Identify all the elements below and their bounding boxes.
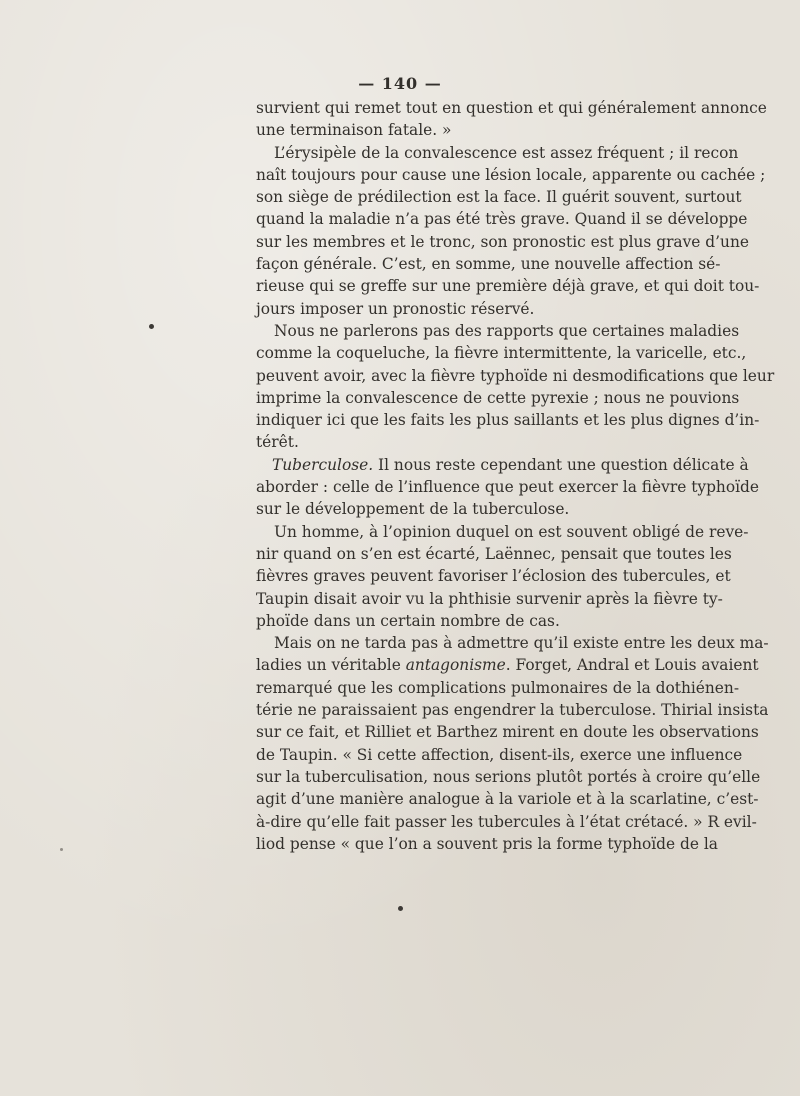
text-line: L’érysipèle de la convalescence est assez fréquent ; il recon <box>274 143 739 162</box>
text-line: indiquer ici que les faits les plus saillants et les plus dignes d’in- <box>256 411 760 430</box>
text-line <box>256 654 759 676</box>
text-line: peuvent avoir, avec la fièvre typhoïde ni desmodifications que leur <box>256 366 775 385</box>
italic-term: antagonisme <box>405 656 506 675</box>
text-line: liod pense « que l’on a souvent pris la forme typhoïde de la <box>256 834 718 853</box>
text-line: Taupin disait avoir vu la phthisie survenir après la fièvre ty- <box>256 589 723 608</box>
text-line: une terminaison fatale. » <box>256 121 452 140</box>
text-line: son siège de prédilection est la face. Il guérit souvent, surtout <box>256 188 742 207</box>
text-span: ladies un véritable <box>256 656 406 675</box>
text-line: survient qui remet tout en question et qui généralement annonce <box>256 99 767 117</box>
text-line: térêt. <box>256 433 299 452</box>
text-line: quand la maladie n’a pas été très grave. Quand il se développe <box>256 210 748 229</box>
text-line: naît toujours pour cause une lésion locale, apparente ou cachée ; <box>256 165 766 184</box>
text-line: térie ne paraissaient pas engendrer la tuberculose. Thirial insista <box>256 701 769 720</box>
text-line: à-dire qu’elle fait passer les tubercules à l’état crétacé. » R evil- <box>256 812 757 831</box>
text-line: nir quand on s’en est écarté, Laënnec, pensait que toutes les <box>256 544 732 563</box>
text-line: jours imposer un pronostic réservé. <box>256 299 535 318</box>
text-line: sur le développement de la tuberculose. <box>256 500 570 519</box>
text-line: sur la tuberculisation, nous serions plutôt portés à croire qu’elle <box>256 767 761 786</box>
section-heading: Tuberculose. <box>272 455 374 474</box>
text-line: fièvres graves peuvent favoriser l’éclosion des tubercules, et <box>256 567 731 586</box>
body-text <box>256 97 775 855</box>
text-span: Il nous reste cependant une question délicate à <box>373 455 749 474</box>
text-line: aborder : celle de l’influence que peut exercer la fièvre typhoïde <box>256 478 759 497</box>
text-line: imprime la convalescence de cette pyrexie ; nous ne pouvions <box>256 388 740 407</box>
ink-speck <box>398 906 403 911</box>
text-line: de Taupin. « Si cette affection, disent-ils, exerce une influence <box>256 745 743 764</box>
text-line: sur ce fait, et Rilliet et Barthez mirent en doute les observations <box>256 723 759 742</box>
ink-speck <box>60 848 63 851</box>
text-line: façon générale. C’est, en somme, une nouvelle affection sé- <box>256 255 721 274</box>
text-span: . Forget, Andral et Louis avaient <box>505 656 759 675</box>
text-line: Un homme, à l’opinion duquel on est souvent obligé de reve- <box>274 522 749 541</box>
text-line: rieuse qui se greffe sur une première déjà grave, et qui doit tou- <box>256 277 760 296</box>
page-number: — 140 — <box>358 74 442 93</box>
ink-speck <box>149 324 154 329</box>
text-line: Mais on ne tarda pas à admettre qu’il existe entre les deux ma- <box>274 634 769 653</box>
text-line: agit d’une manière analogue à la variole et à la scarlatine, c’est- <box>256 790 759 809</box>
text-line <box>256 454 749 476</box>
text-line: sur les membres et le tronc, son pronostic est plus grave d’une <box>256 232 749 251</box>
text-line: comme la coqueluche, la fièvre intermittente, la varicelle, etc., <box>256 344 747 363</box>
text-line: Nous ne parlerons pas des rapports que certaines maladies <box>274 321 740 340</box>
text-line: phoïde dans un certain nombre de cas. <box>256 611 560 630</box>
text-line: remarqué que les complications pulmonaires de la dothiénen- <box>256 678 740 697</box>
